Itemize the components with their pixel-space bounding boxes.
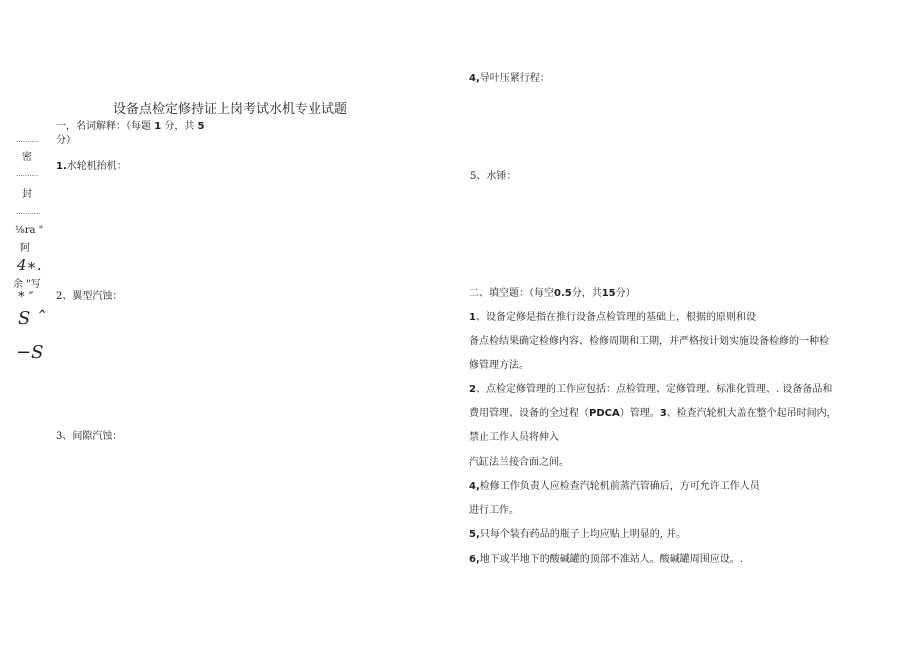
margin-scribble: S ˆ [18,308,46,329]
question-3: 3、间隙汽蚀： [56,431,123,442]
margin-scribble: ⅛ra " [15,225,44,236]
binding-mark-feng: 封 [22,189,32,200]
fill-item-1-line-3: 修管理方法。 [469,360,529,371]
fill-item-2-line-1: 2、点检定修管理的工作应包括：点检管理、定修管理、标准化管理、. 设备备品和 [469,384,833,395]
section-heading-definitions-tail: 分） [56,135,76,146]
fill-item-1-line-2: 备点检结果确定检修内容、检修周期和工期，并严格按计划实施设备检修的一种检 [469,336,829,347]
margin-scribble: 余 "写 [13,279,41,290]
binding-dots: ··········· [16,210,41,218]
fill-item-4-line-1: 4,检修工作负责人应检查汽轮机前蒸汽管确后，方可允许工作人员 [469,481,760,492]
binding-mark-mi: 密 [22,152,32,163]
fill-item-4-line-2: 进行工作。 [469,505,519,516]
fill-item-3-line-2: 禁止工作人员将伸入 [469,432,559,443]
fill-item-1-line-1: 1、设备定修是指在推行设备点检管理的基础上，根据的原则和设 [469,312,756,323]
binding-dots: ·········· [16,138,39,146]
margin-scribble: * ″ [18,290,34,305]
question-5: 5、水锤： [470,171,517,182]
margin-scribble: −S [16,342,44,363]
fill-item-2-line-2: 费用管理、设备的全过程（PDCA）管理。3、检查汽轮机大盖在整个起吊时间内， [469,408,837,419]
question-4: 4,导叶压紧行程： [469,73,550,84]
question-1: 1.水轮机抬机： [56,161,127,172]
margin-scribble: 4∗. [17,256,42,274]
fill-item-6: 6,地下或半地下的酸碱罐的顶部不准站人。酸碱罐周围应设。. [469,554,743,565]
section-heading-fill-in: 二、填空题：（每空0.5分，共15分） [469,288,636,299]
page-title: 设备点检定修持证上岗考试水机专业试题 [113,102,348,117]
question-2: 2、翼型汽蚀： [56,291,123,302]
margin-scribble: 阿 [20,243,30,254]
section-heading-definitions: 一，名词解释：（每题 1 分，共 5 [56,121,205,132]
fill-item-3-line-3: 汽缸法兰接合面之间。 [469,457,569,468]
fill-item-5: 5,只每个装有药品的瓶子上均应贴上明显的, 并。 [469,529,687,540]
binding-dots: ·········· [16,172,39,180]
